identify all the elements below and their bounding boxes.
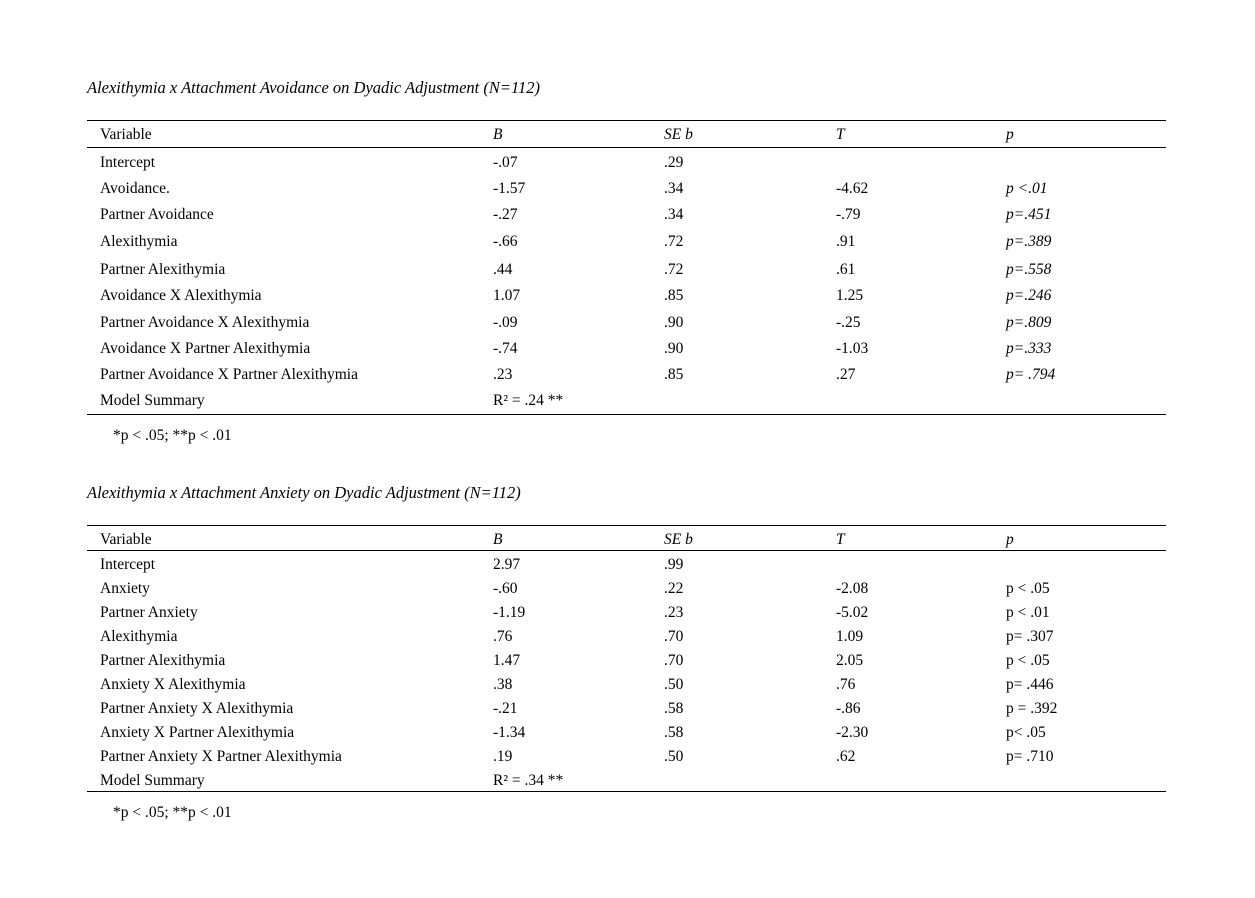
header-variable: Variable	[100, 531, 152, 548]
cell-p: p=.246	[1006, 287, 1052, 304]
header-variable: Variable	[100, 126, 152, 143]
header-p: p	[1006, 126, 1014, 143]
cell-p: p< .05	[1006, 724, 1046, 741]
cell-p: p= .446	[1006, 676, 1054, 693]
cell-variable: Intercept	[100, 154, 156, 171]
table-row	[0, 627, 1255, 647]
cell-p: p=.809	[1006, 314, 1052, 331]
table-row	[0, 675, 1255, 695]
cell-variable: Anxiety X Partner Alexithymia	[100, 724, 295, 741]
cell-variable: Alexithymia	[100, 233, 178, 250]
cell-se-b: .85	[664, 366, 684, 383]
table-1-header-rule	[87, 147, 1166, 148]
table-2-header-row	[0, 530, 1255, 550]
table-1-bottom-rule	[87, 414, 1166, 415]
header-t: T	[836, 531, 845, 548]
cell-t: .61	[836, 261, 856, 278]
cell-variable: Avoidance X Partner Alexithymia	[100, 340, 311, 357]
cell-variable: Partner Alexithymia	[100, 652, 226, 669]
cell-se-b: .34	[664, 180, 684, 197]
cell-t: 1.09	[836, 628, 864, 645]
cell-se-b: .85	[664, 287, 684, 304]
table-row	[0, 179, 1255, 199]
cell-variable: Partner Anxiety	[100, 604, 198, 621]
header-b: B	[493, 531, 503, 548]
table-row	[0, 391, 1255, 411]
cell-b: -.09	[493, 314, 518, 331]
cell-b: .76	[493, 628, 513, 645]
table-row	[0, 555, 1255, 575]
cell-b: -.74	[493, 340, 518, 357]
table-row	[0, 153, 1255, 173]
table-1-header-row	[0, 125, 1255, 145]
cell-p: p < .05	[1006, 580, 1050, 597]
table-row	[0, 260, 1255, 280]
cell-variable: Partner Alexithymia	[100, 261, 226, 278]
table-row	[0, 232, 1255, 252]
table-row	[0, 603, 1255, 623]
cell-p: p=.333	[1006, 340, 1052, 357]
cell-b: 2.97	[493, 556, 521, 573]
table-row	[0, 747, 1255, 767]
table-row	[0, 699, 1255, 719]
cell-variable: Avoidance.	[100, 180, 170, 197]
cell-variable: Avoidance X Alexithymia	[100, 287, 262, 304]
cell-variable: Alexithymia	[100, 628, 178, 645]
table-1-top-rule	[87, 120, 1166, 121]
cell-t: .62	[836, 748, 856, 765]
table-2-note: *p < .05; **p < .01	[113, 804, 232, 821]
cell-t: -2.30	[836, 724, 869, 741]
header-se-b: SE b	[664, 126, 693, 143]
cell-se-b: .58	[664, 724, 684, 741]
cell-b: -1.19	[493, 604, 526, 621]
table-row	[0, 339, 1255, 359]
cell-variable: Model Summary	[100, 772, 205, 789]
cell-t: .76	[836, 676, 856, 693]
cell-t: -5.02	[836, 604, 869, 621]
cell-p: p=.451	[1006, 206, 1052, 223]
cell-p: p= .794	[1006, 366, 1056, 383]
cell-se-b: .72	[664, 233, 684, 250]
cell-t: 2.05	[836, 652, 864, 669]
cell-p: p= .307	[1006, 628, 1054, 645]
table-row	[0, 723, 1255, 743]
cell-se-b: .70	[664, 628, 684, 645]
cell-se-b: .34	[664, 206, 684, 223]
table-1-note: *p < .05; **p < .01	[113, 427, 232, 444]
cell-variable: Anxiety	[100, 580, 150, 597]
header-b: B	[493, 126, 503, 143]
cell-p: p= .710	[1006, 748, 1054, 765]
cell-se-b: .58	[664, 700, 684, 717]
header-se-b: SE b	[664, 531, 693, 548]
cell-variable: Partner Anxiety X Alexithymia	[100, 700, 294, 717]
header-p: p	[1006, 531, 1014, 548]
cell-t: .91	[836, 233, 856, 250]
cell-se-b: .72	[664, 261, 684, 278]
cell-b: .44	[493, 261, 513, 278]
table-row	[0, 365, 1255, 385]
cell-t: -.86	[836, 700, 861, 717]
cell-variable: Anxiety X Alexithymia	[100, 676, 246, 693]
table-row	[0, 313, 1255, 333]
cell-t: -1.03	[836, 340, 869, 357]
cell-t: .27	[836, 366, 856, 383]
cell-b: .19	[493, 748, 513, 765]
cell-se-b: .70	[664, 652, 684, 669]
cell-p: p=.389	[1006, 233, 1052, 250]
table-row	[0, 579, 1255, 599]
cell-variable: Model Summary	[100, 392, 205, 409]
cell-b: R² = .34 **	[493, 772, 564, 789]
cell-b: -.60	[493, 580, 518, 597]
cell-se-b: .29	[664, 154, 684, 171]
cell-se-b: .22	[664, 580, 684, 597]
cell-t: -2.08	[836, 580, 869, 597]
cell-variable: Partner Anxiety X Partner Alexithymia	[100, 748, 342, 765]
cell-se-b: .23	[664, 604, 684, 621]
cell-b: R² = .24 **	[493, 392, 564, 409]
header-t: T	[836, 126, 845, 143]
cell-b: -.07	[493, 154, 518, 171]
table-row	[0, 771, 1255, 791]
cell-b: -1.57	[493, 180, 526, 197]
table-2-top-rule	[87, 525, 1166, 526]
cell-t: 1.25	[836, 287, 864, 304]
table-row	[0, 286, 1255, 306]
table-2-bottom-rule	[87, 791, 1166, 792]
cell-t: -.25	[836, 314, 861, 331]
cell-p: p=.558	[1006, 261, 1052, 278]
cell-t: -.79	[836, 206, 861, 223]
cell-t: -4.62	[836, 180, 869, 197]
cell-b: .23	[493, 366, 513, 383]
cell-b: -.27	[493, 206, 518, 223]
table-1-title: Alexithymia x Attachment Avoidance on Dyadic Adjustment (N=112)	[87, 78, 541, 97]
cell-p: p < .05	[1006, 652, 1050, 669]
table-2-header-rule	[87, 550, 1166, 551]
table-2-title: Alexithymia x Attachment Anxiety on Dyadic Adjustment (N=112)	[87, 483, 521, 502]
cell-variable: Partner Avoidance X Alexithymia	[100, 314, 310, 331]
cell-se-b: .90	[664, 314, 684, 331]
table-row	[0, 205, 1255, 225]
cell-b: 1.07	[493, 287, 521, 304]
cell-p: p < .01	[1006, 604, 1050, 621]
cell-b: .38	[493, 676, 513, 693]
cell-variable: Partner Avoidance X Partner Alexithymia	[100, 366, 358, 383]
table-row	[0, 651, 1255, 671]
cell-p: p = .392	[1006, 700, 1058, 717]
cell-se-b: .90	[664, 340, 684, 357]
cell-se-b: .99	[664, 556, 684, 573]
cell-b: -.66	[493, 233, 518, 250]
cell-se-b: .50	[664, 676, 684, 693]
cell-variable: Intercept	[100, 556, 156, 573]
cell-se-b: .50	[664, 748, 684, 765]
cell-b: 1.47	[493, 652, 521, 669]
cell-b: -.21	[493, 700, 518, 717]
cell-p: p <.01	[1006, 180, 1048, 197]
cell-b: -1.34	[493, 724, 526, 741]
cell-variable: Partner Avoidance	[100, 206, 214, 223]
